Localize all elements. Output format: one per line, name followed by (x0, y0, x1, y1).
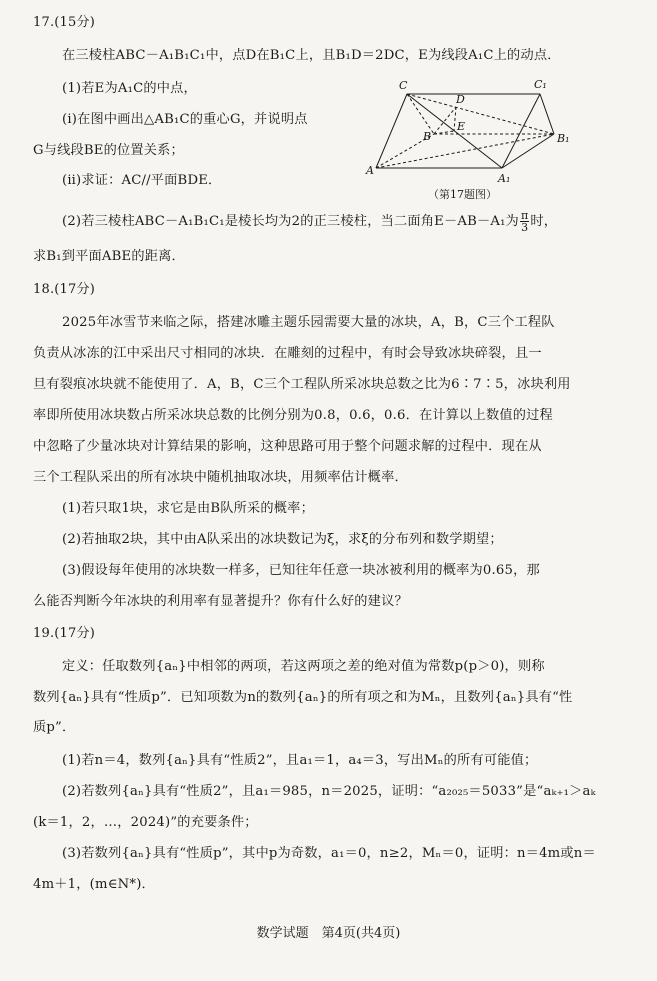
q19-sub-3a: (3)若数列{aₙ}具有“性质p”，其中p为奇数，a₁＝0，n≥2，Mₙ＝0，证明：n＝4m或n＝ (62, 846, 596, 861)
q18-sub-3b: 么能否判断今年冰块的利用率有显著提升？你有什么好的建议？ (33, 594, 408, 609)
fraction-denominator: 3 (521, 221, 529, 234)
label-B1: B₁ (557, 132, 570, 145)
figure-caption: （第17题图） (428, 188, 497, 201)
q17-line-6-text-a: (2)若三棱柱ABC－A₁B₁C₁是棱长均为2的正三棱柱，当二面角E－AB－A₁为 (62, 214, 519, 229)
q17-line-4: G与线段BE的位置关系； (33, 143, 184, 158)
label-D: D (456, 93, 465, 106)
label-B: B (423, 130, 432, 143)
prism-figure (362, 70, 572, 205)
q18-para-2: 负责从冰冻的江中采出尺寸相同的冰块．在雕刻的过程中，有时会导致冰块碎裂，且一 (33, 346, 542, 361)
label-A: A (366, 164, 374, 177)
label-E: E (457, 120, 466, 133)
q17-heading: 17.(15分) (33, 15, 95, 30)
edge-CB1 (407, 94, 554, 134)
edge-DE (454, 107, 456, 131)
label-A1: A₁ (498, 172, 511, 185)
q19-def-2: 数列{aₙ}具有“性质p”．已知项数为n的数列{aₙ}的所有项之和为Mₙ，且数列{aₙ}具有“性 (33, 690, 573, 705)
q19-sub-1: (1)若n＝4，数列{aₙ}具有“性质2”，且a₁＝1，a₄＝3，写出Mₙ的所有可能值； (62, 753, 538, 768)
edge-C1A1 (502, 94, 540, 168)
page-footer: 数学试题 第4页(共4页) (256, 926, 401, 941)
q17-line-5: (ⅱ)求证：AC//平面BDE． (62, 173, 222, 188)
q18-heading: 18.(17分) (33, 282, 95, 297)
edge-CA (376, 94, 407, 168)
pi-over-3-fraction (520, 210, 529, 233)
label-C: C (399, 79, 408, 92)
q18-sub-1: (1)若只取1块，求它是由B队所采的概率； (62, 501, 314, 516)
q18-para-4: 率即所使用冰块数占所采冰块总数的比例分别为0.8，0.6，0.6．在计算以上数值的过程 (33, 408, 553, 423)
q18-para-6: 三个工程队采出的所有冰块中随机抽取冰块，用频率估计概率． (33, 470, 408, 485)
q18-sub-3a: (3)假设每年使用的冰块数一样多，已知往年任意一块冰被利用的概率为0.65，那 (62, 563, 540, 578)
q18-para-1: 2025年冰雪节来临之际，搭建冰雕主题乐园需要大量的冰块，A，B，C三个工程队 (62, 315, 555, 330)
q19-def-3: 质p”． (33, 720, 76, 735)
q19-def-1: 定义：任取数列{aₙ}中相邻的两项，若这两项之差的绝对值为常数p(p＞0)，则称 (62, 659, 545, 674)
q17-line-2: (1)若E为A₁C的中点， (62, 81, 197, 96)
q17-line-6-text-b: 时， (530, 214, 558, 229)
q17-line-6 (62, 210, 557, 233)
q17-line-1: 在三棱柱ABC－A₁B₁C₁中，点D在B₁C上，且B₁D＝2DC，E为线段A₁C上的动点． (62, 48, 561, 63)
q19-sub-2b: (k＝1，2，…，2024)”的充要条件； (33, 815, 258, 830)
label-C1: C₁ (534, 78, 547, 91)
fraction-numerator: π (520, 209, 529, 222)
q18-para-3: 旦有裂痕冰块就不能使用了．A，B，C三个工程队所采冰块总数之比为6∶7∶5，冰块利用 (33, 377, 571, 392)
q19-sub-3b: 4m＋1，(m∈N*)． (33, 877, 155, 892)
edge-C1B1 (540, 94, 554, 134)
q18-para-5: 中忽略了少量冰块对计算结果的影响，这种思路可用于整个问题求解的过程中．现在从 (33, 439, 542, 454)
q17-line-7: 求B₁到平面ABE的距离． (33, 249, 185, 264)
q19-heading: 19.(17分) (33, 626, 95, 641)
q19-sub-2a: (2)若数列{aₙ}具有“性质2”，且a₁＝985，n＝2025，证明：“a₂₀₂₅＝5033”是“aₖ₊₁＞aₖ (62, 784, 596, 799)
q18-sub-2: (2)若抽取2块，其中由A队采出的冰块数记为ξ，求ξ的分布列和数学期望； (62, 532, 503, 547)
q17-line-3: (ⅰ)在图中画出△AB₁C的重心G，并说明点 (62, 112, 308, 127)
